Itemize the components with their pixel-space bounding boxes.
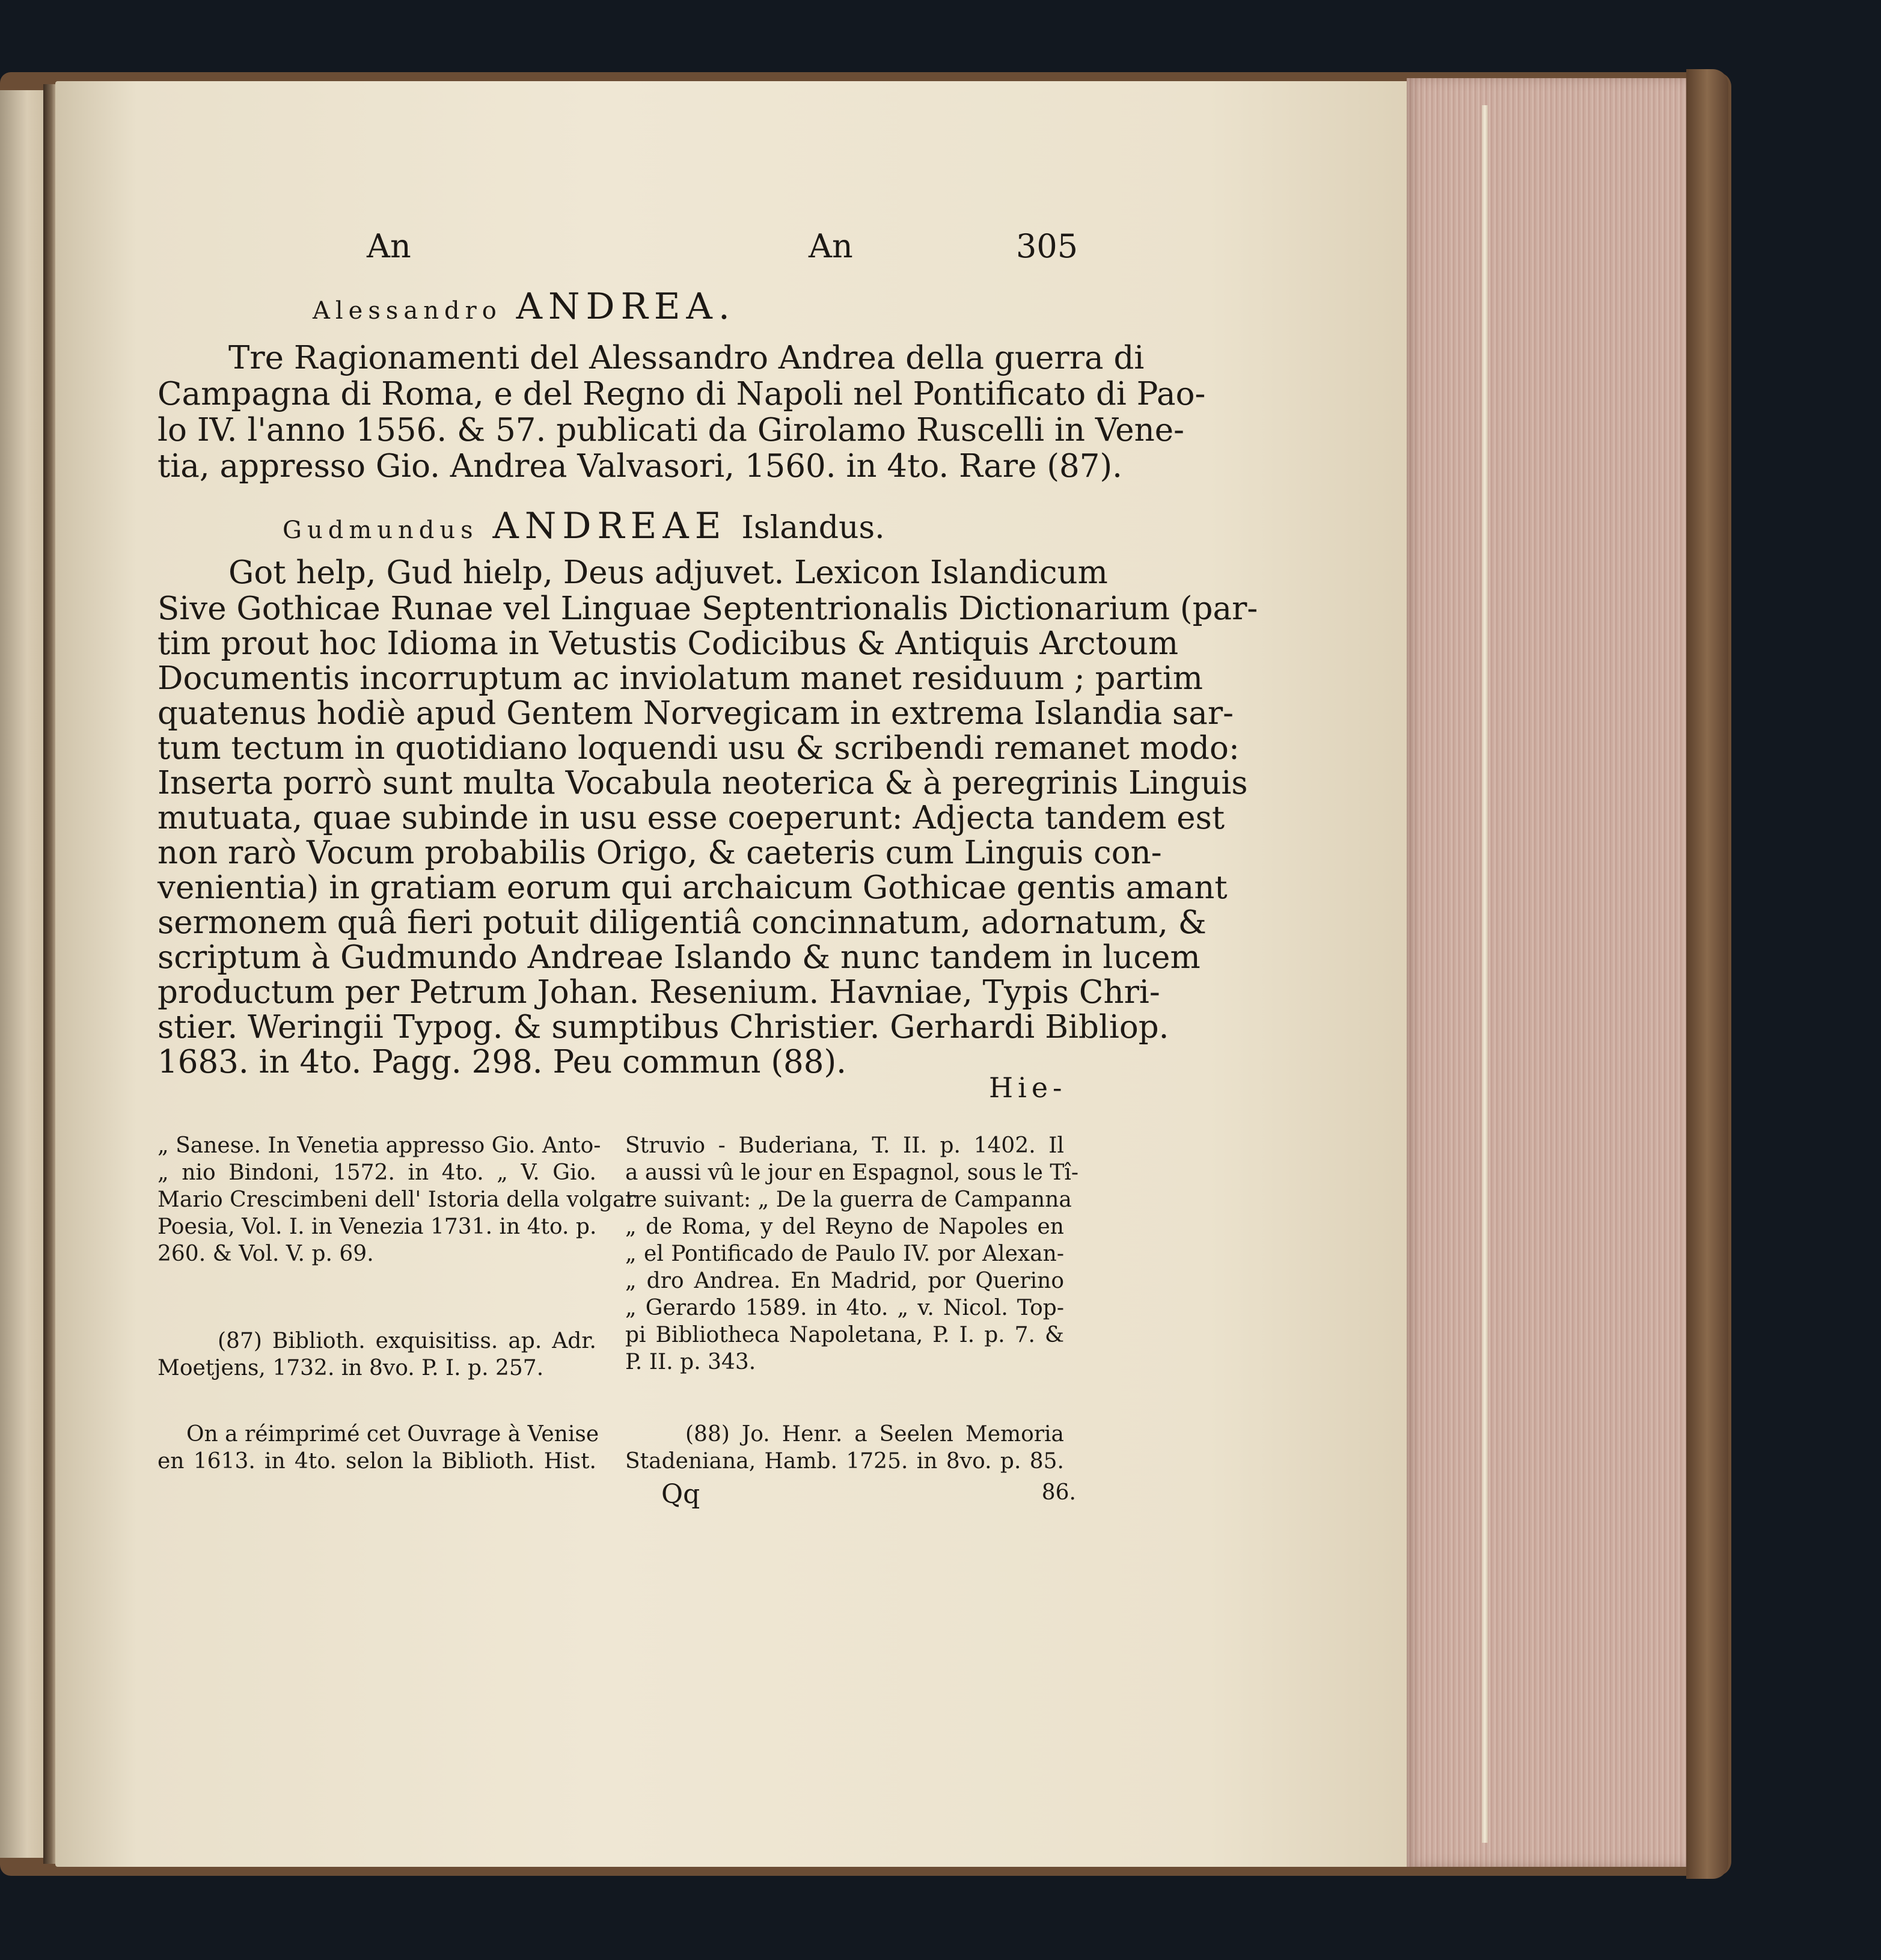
entry2-heading-forename: Gudmundus [283, 516, 479, 544]
entry2-line: Inserta porrò sunt multa Vocabula neoterica & à peregrinis Linguis [158, 765, 1248, 801]
note-right-line: „ dro Andrea. En Madrid, por Querino [625, 1269, 1064, 1293]
entry2-line: stier. Weringii Typog. & sumptibus Christier. Gerhardi Bibliop. [158, 1009, 1169, 1046]
note-right-line: pi Bibliotheca Napoletana, P. I. p. 7. & [625, 1323, 1064, 1347]
signature-mark: Qq [661, 1479, 700, 1510]
note-right-line: a aussi vû le jour en Espagnol, sous le Tî- [625, 1160, 1079, 1185]
entry2-line: 1683. in 4to. Pagg. 298. Peu commun (88). [158, 1044, 846, 1080]
running-head-center: An [809, 227, 853, 265]
note-right-line: P. II. p. 343. [625, 1350, 756, 1374]
footer-right: 86. [1041, 1480, 1076, 1505]
note-left-line: „ Sanese. In Venetia appresso Gio. Anto- [158, 1133, 601, 1158]
entry2-line: tum tectum in quotidiano loquendi usu & scribendi remanet modo: [158, 730, 1240, 767]
note-right-line: „ el Pontificado de Paulo IV. por Alexan- [625, 1242, 1064, 1266]
entry2-line: mutuata, quae subinde in usu esse coeperunt: Adjecta tandem est [158, 800, 1225, 836]
book-gutter [43, 84, 57, 1864]
entry1-line: tia, appresso Gio. Andrea Valvasori, 1560. in 4to. Rare (87). [158, 448, 1122, 485]
note-right-line: „ Gerardo 1589. in 4to. „ v. Nicol. Top- [625, 1296, 1064, 1320]
entry2-line: quatenus hodiè apud Gentem Norvegicam in extrema Islandia sar- [158, 695, 1234, 732]
entry2-line: scriptum à Gudmundo Andreae Islando & nunc tandem in lucem [158, 939, 1200, 976]
book-cover-edge [1686, 69, 1728, 1879]
entry2-line: non rarò Vocum probabilis Origo, & caeteris cum Linguis con- [158, 835, 1162, 871]
entry1-heading [313, 286, 736, 328]
entry1-heading-surname: ANDREA. [516, 286, 736, 328]
entry2-line: venientia) in gratiam eorum qui archaicum Gothicae gentis amant [158, 869, 1228, 906]
note-left-line: On a réimprimé cet Ouvrage à Venise [186, 1422, 599, 1447]
catchword: Hie- [989, 1071, 1067, 1104]
entry1-heading-forename: Alessandro [313, 297, 502, 325]
entry1-line: Tre Ragionamenti del Alessandro Andrea della guerra di [228, 340, 1145, 376]
entry2-line: Sive Gothicae Runae vel Linguae Septentrionalis Dictionarium (par- [158, 590, 1258, 627]
note-right-line: tre suivant: „ De la guerra de Campanna [625, 1187, 1072, 1212]
entry2-line: Got help, Gud hielp, Deus adjuvet. Lexicon Islandicum [228, 554, 1108, 591]
entry1-line: Campagna di Roma, e del Regno di Napoli nel Pontificato di Pao- [158, 376, 1206, 412]
note-left-line: (87) Biblioth. exquisitiss. ap. Adr. [218, 1329, 596, 1353]
entry2-line: Documentis incorruptum ac inviolatum manet residuum ; partim [158, 660, 1204, 697]
note-right-line: „ de Roma, y del Reyno de Napoles en [625, 1214, 1064, 1239]
note-left-line: 260. & Vol. V. p. 69. [158, 1242, 374, 1266]
page-edge-highlight [1482, 105, 1488, 1843]
note-right-line: Stadeniana, Hamb. 1725. in 8vo. p. 85. [625, 1449, 1064, 1474]
facing-page-edge [0, 90, 45, 1858]
note-right-line: (88) Jo. Henr. a Seelen Memoria [685, 1422, 1064, 1447]
entry2-heading-tail: Islandus. [741, 510, 885, 546]
page-block-edge [1407, 78, 1689, 1867]
note-left-line: Mario Crescimbeni dell' Istoria della volgar [158, 1187, 636, 1212]
note-left-line: en 1613. in 4to. selon la Biblioth. Hist. [158, 1449, 596, 1474]
entry1-line: lo IV. l'anno 1556. & 57. publicati da Girolamo Ruscelli in Vene- [158, 412, 1185, 449]
entry2-heading [283, 505, 885, 547]
note-left-line: „ nio Bindoni, 1572. in 4to. „ V. Gio. [158, 1160, 596, 1185]
entry2-line: tim prout hoc Idioma in Vetustis Codicibus & Antiquis Arctoum [158, 625, 1179, 662]
entry2-line: sermonem quâ fieri potuit diligentiâ concinnatum, adornatum, & [158, 904, 1207, 941]
note-left-line: Poesia, Vol. I. in Venezia 1731. in 4to. p. [158, 1214, 597, 1239]
entry2-heading-surname: ANDREAE [492, 505, 727, 547]
page-number: 305 [1016, 227, 1078, 265]
note-right-line: Struvio - Buderiana, T. II. p. 1402. Il [625, 1133, 1064, 1158]
note-left-line: Moetjens, 1732. in 8vo. P. I. p. 257. [158, 1356, 544, 1380]
entry2-line: productum per Petrum Johan. Resenium. Havniae, Typis Chri- [158, 974, 1160, 1011]
running-head-left: An [367, 227, 411, 265]
